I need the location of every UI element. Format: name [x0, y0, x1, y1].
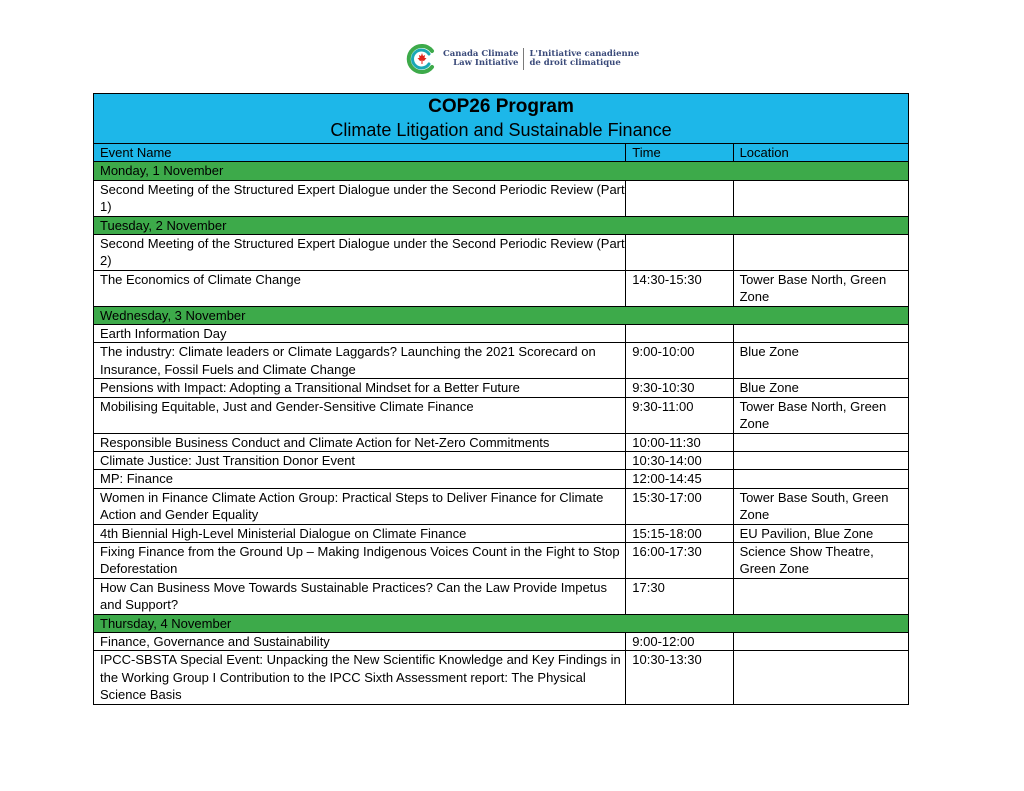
event-location-cell [733, 235, 908, 271]
event-row [94, 578, 909, 614]
program-table [93, 93, 909, 705]
day-header-row [94, 614, 909, 632]
event-name-cell: The Economics of Climate Change [94, 270, 626, 306]
logo-english-line-2: Law Initiative [453, 58, 519, 68]
event-name-cell: Fixing Finance from the Ground Up – Making Indigenous Voices Count in the Fight to Stop Deforestation [94, 542, 626, 578]
event-location-cell [733, 451, 908, 469]
event-row [94, 379, 909, 397]
day-header-row [94, 306, 909, 324]
event-name-cell: How Can Business Move Towards Sustainable Practices? Can the Law Provide Impetus and Support? [94, 578, 626, 614]
column-header-time: Time [626, 144, 733, 162]
event-name-cell: Finance, Governance and Sustainability [94, 632, 626, 650]
day-label: Monday, 1 November [94, 162, 909, 180]
day-label: Thursday, 4 November [94, 614, 909, 632]
column-header-row [94, 144, 909, 162]
event-name-cell: Women in Finance Climate Action Group: Practical Steps to Deliver Finance for Climate Action and Gender Equality [94, 488, 626, 524]
event-time-cell: 17:30 [626, 578, 733, 614]
event-row [94, 542, 909, 578]
column-header-event-name: Event Name [94, 144, 626, 162]
event-time-cell: 14:30-15:30 [626, 270, 733, 306]
event-row [94, 343, 909, 379]
event-name-cell: MP: Finance [94, 470, 626, 488]
event-name-cell: Climate Justice: Just Transition Donor Event [94, 451, 626, 469]
event-row [94, 325, 909, 343]
event-name-cell: 4th Biennial High-Level Ministerial Dialogue on Climate Finance [94, 524, 626, 542]
event-location-cell: Blue Zone [733, 379, 908, 397]
event-row [94, 488, 909, 524]
event-time-cell: 10:30-14:00 [626, 451, 733, 469]
day-label: Wednesday, 3 November [94, 306, 909, 324]
event-name-cell: Earth Information Day [94, 325, 626, 343]
logo-english-line-1: Canada Climate [443, 48, 519, 59]
event-name-cell: Pensions with Impact: Adopting a Transitional Mindset for a Better Future [94, 379, 626, 397]
event-row [94, 524, 909, 542]
maple-leaf-logo-icon [405, 43, 437, 75]
page-title: COP26 Program [428, 96, 574, 117]
day-header-row [94, 162, 909, 180]
day-label: Tuesday, 2 November [94, 216, 909, 234]
event-name-cell: Second Meeting of the Structured Expert Dialogue under the Second Periodic Review (Part 1) [94, 180, 626, 216]
event-row [94, 270, 909, 306]
event-location-cell [733, 651, 908, 704]
page-subtitle: Climate Litigation and Sustainable Finance [330, 120, 672, 140]
logo-french-line-1: L'Initiative canadienne [529, 48, 640, 59]
event-row [94, 651, 909, 704]
organization-logo [405, 42, 639, 76]
program-body [94, 162, 909, 704]
event-location-cell [733, 578, 908, 614]
event-location-cell: EU Pavilion, Blue Zone [733, 524, 908, 542]
event-name-cell: Responsible Business Conduct and Climate Action for Net-Zero Commitments [94, 433, 626, 451]
event-time-cell [626, 180, 733, 216]
event-row [94, 180, 909, 216]
event-location-cell [733, 180, 908, 216]
event-row [94, 470, 909, 488]
event-time-cell: 15:30-17:00 [626, 488, 733, 524]
column-header-location: Location [733, 144, 908, 162]
event-time-cell: 9:00-10:00 [626, 343, 733, 379]
event-time-cell: 15:15-18:00 [626, 524, 733, 542]
event-row [94, 433, 909, 451]
event-location-cell [733, 632, 908, 650]
table-title-row [94, 94, 909, 144]
event-name-cell: Mobilising Equitable, Just and Gender-Sensitive Climate Finance [94, 397, 626, 433]
table-title-cell [94, 94, 909, 144]
event-location-cell [733, 470, 908, 488]
event-row [94, 235, 909, 271]
event-time-cell: 10:00-11:30 [626, 433, 733, 451]
event-location-cell: Tower Base South, Green Zone [733, 488, 908, 524]
event-location-cell: Tower Base North, Green Zone [733, 270, 908, 306]
event-time-cell [626, 325, 733, 343]
logo-french-line-2: de droit climatique [529, 58, 621, 68]
event-time-cell: 10:30-13:30 [626, 651, 733, 704]
event-time-cell: 12:00-14:45 [626, 470, 733, 488]
day-header-row [94, 216, 909, 234]
event-time-cell: 16:00-17:30 [626, 542, 733, 578]
event-name-cell: Second Meeting of the Structured Expert Dialogue under the Second Periodic Review (Part 2) [94, 235, 626, 271]
event-row [94, 397, 909, 433]
event-row [94, 451, 909, 469]
event-time-cell [626, 235, 733, 271]
event-location-cell: Blue Zone [733, 343, 908, 379]
event-name-cell: IPCC-SBSTA Special Event: Unpacking the New Scientific Knowledge and Key Findings in the Working Group I Contribution to the IPCC Sixth Assessment report: The Physical Science Basis [94, 651, 626, 704]
event-location-cell [733, 433, 908, 451]
event-location-cell: Tower Base North, Green Zone [733, 397, 908, 433]
event-location-cell [733, 325, 908, 343]
event-time-cell: 9:30-11:00 [626, 397, 733, 433]
event-name-cell: The industry: Climate leaders or Climate Laggards? Launching the 2021 Scorecard on Insurance, Fossil Fuels and Climate Change [94, 343, 626, 379]
event-time-cell: 9:00-12:00 [626, 632, 733, 650]
logo-divider [523, 48, 524, 70]
event-time-cell: 9:30-10:30 [626, 379, 733, 397]
event-location-cell: Science Show Theatre, Green Zone [733, 542, 908, 578]
event-row [94, 632, 909, 650]
